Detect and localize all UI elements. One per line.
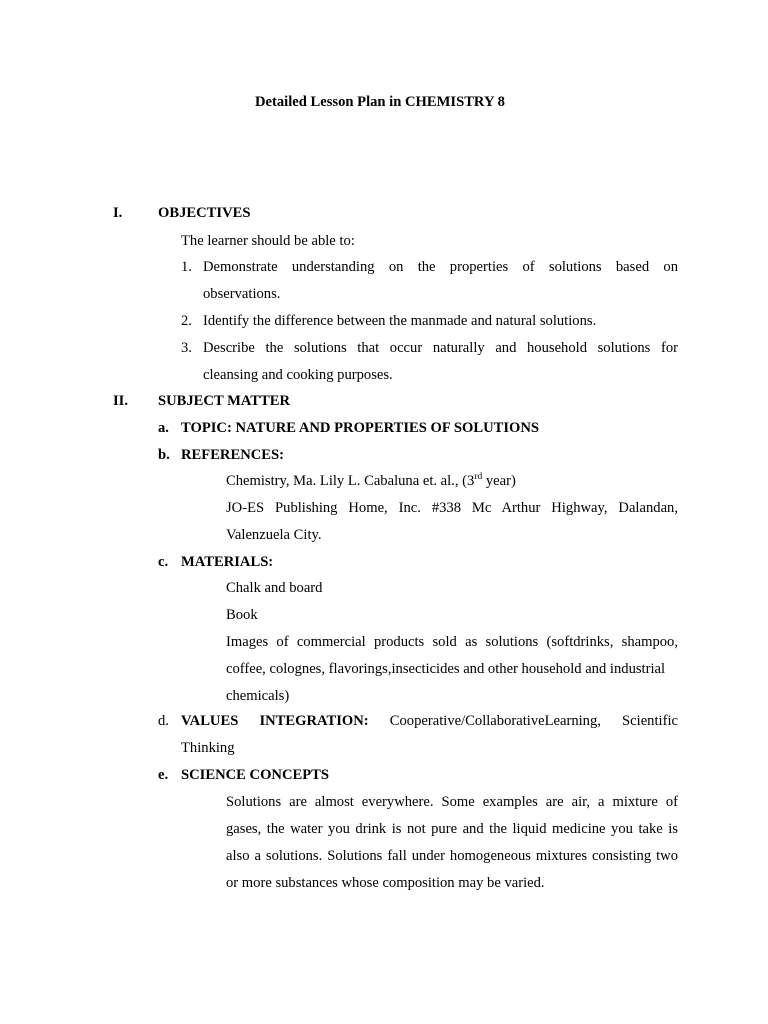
references-heading: REFERENCES: (181, 447, 284, 463)
subsection-letter: a. (158, 420, 169, 436)
reference-book: Chemistry, Ma. Lily L. Cabaluna et. al., (3rd year) (226, 472, 516, 489)
science-concepts-text: also a solutions. Solutions fall under homogeneous mixtures consisting two (226, 848, 678, 864)
section-heading-subject-matter: SUBJECT MATTER (158, 393, 291, 409)
values-label: VALUES (181, 713, 239, 729)
section-heading-objectives: OBJECTIVES (158, 205, 251, 221)
objective-number: 3. (181, 340, 192, 356)
topic-heading: TOPIC: NATURE AND PROPERTIES OF SOLUTIONS (181, 420, 540, 436)
objective-number: 2. (181, 313, 192, 329)
material-item: Book (226, 607, 258, 623)
objectives-intro: The learner should be able to: (181, 233, 355, 249)
objective-text: Identify the difference between the manmade and natural solutions. (203, 313, 597, 329)
subsection-letter: e. (158, 767, 169, 783)
science-concepts-text: or more substances whose composition may be varied. (226, 875, 545, 891)
objective-text: Describe the solutions that occur naturally and household solutions for (203, 340, 678, 356)
science-concepts-text: gases, the water you drink is not pure and the liquid medicine you take is (226, 821, 678, 837)
values-integration-row (181, 712, 678, 730)
section-numeral-objectives: I. (113, 205, 123, 221)
subsection-letter: c. (158, 554, 169, 570)
science-concepts-heading: SCIENCE CONCEPTS (181, 767, 329, 783)
objective-text-continued: cleansing and cooking purposes. (203, 367, 393, 383)
values-text: Cooperative/CollaborativeLearning, (389, 713, 601, 729)
document-title: Detailed Lesson Plan in CHEMISTRY 8 (255, 94, 505, 110)
science-concepts-text: Solutions are almost everywhere. Some examples are air, a mixture of (226, 794, 678, 810)
objective-text-continued: observations. (203, 286, 281, 302)
materials-heading: MATERIALS: (181, 554, 274, 570)
values-text-continued: Thinking (181, 740, 235, 756)
material-item: Chalk and board (226, 580, 323, 596)
objective-text: Demonstrate understanding on the properties of solutions based on (203, 259, 678, 275)
values-text: Scientific (622, 713, 678, 729)
integration-label: INTEGRATION: (259, 713, 369, 729)
material-item: Images of commercial products sold as solutions (softdrinks, shampoo, (226, 634, 678, 650)
reference-publisher: JO-ES Publishing Home, Inc. #338 Mc Arthur Highway, Dalandan, (226, 500, 678, 516)
subsection-letter: d. (158, 713, 169, 729)
material-item-continued: coffee, colognes, flavorings,insecticides and other household and industrial (226, 661, 666, 677)
material-item-continued: chemicals) (226, 688, 290, 704)
subsection-letter: b. (158, 447, 170, 463)
objective-number: 1. (181, 259, 192, 275)
reference-publisher-city: Valenzuela City. (226, 527, 322, 543)
section-numeral-subject-matter: II. (113, 393, 129, 409)
